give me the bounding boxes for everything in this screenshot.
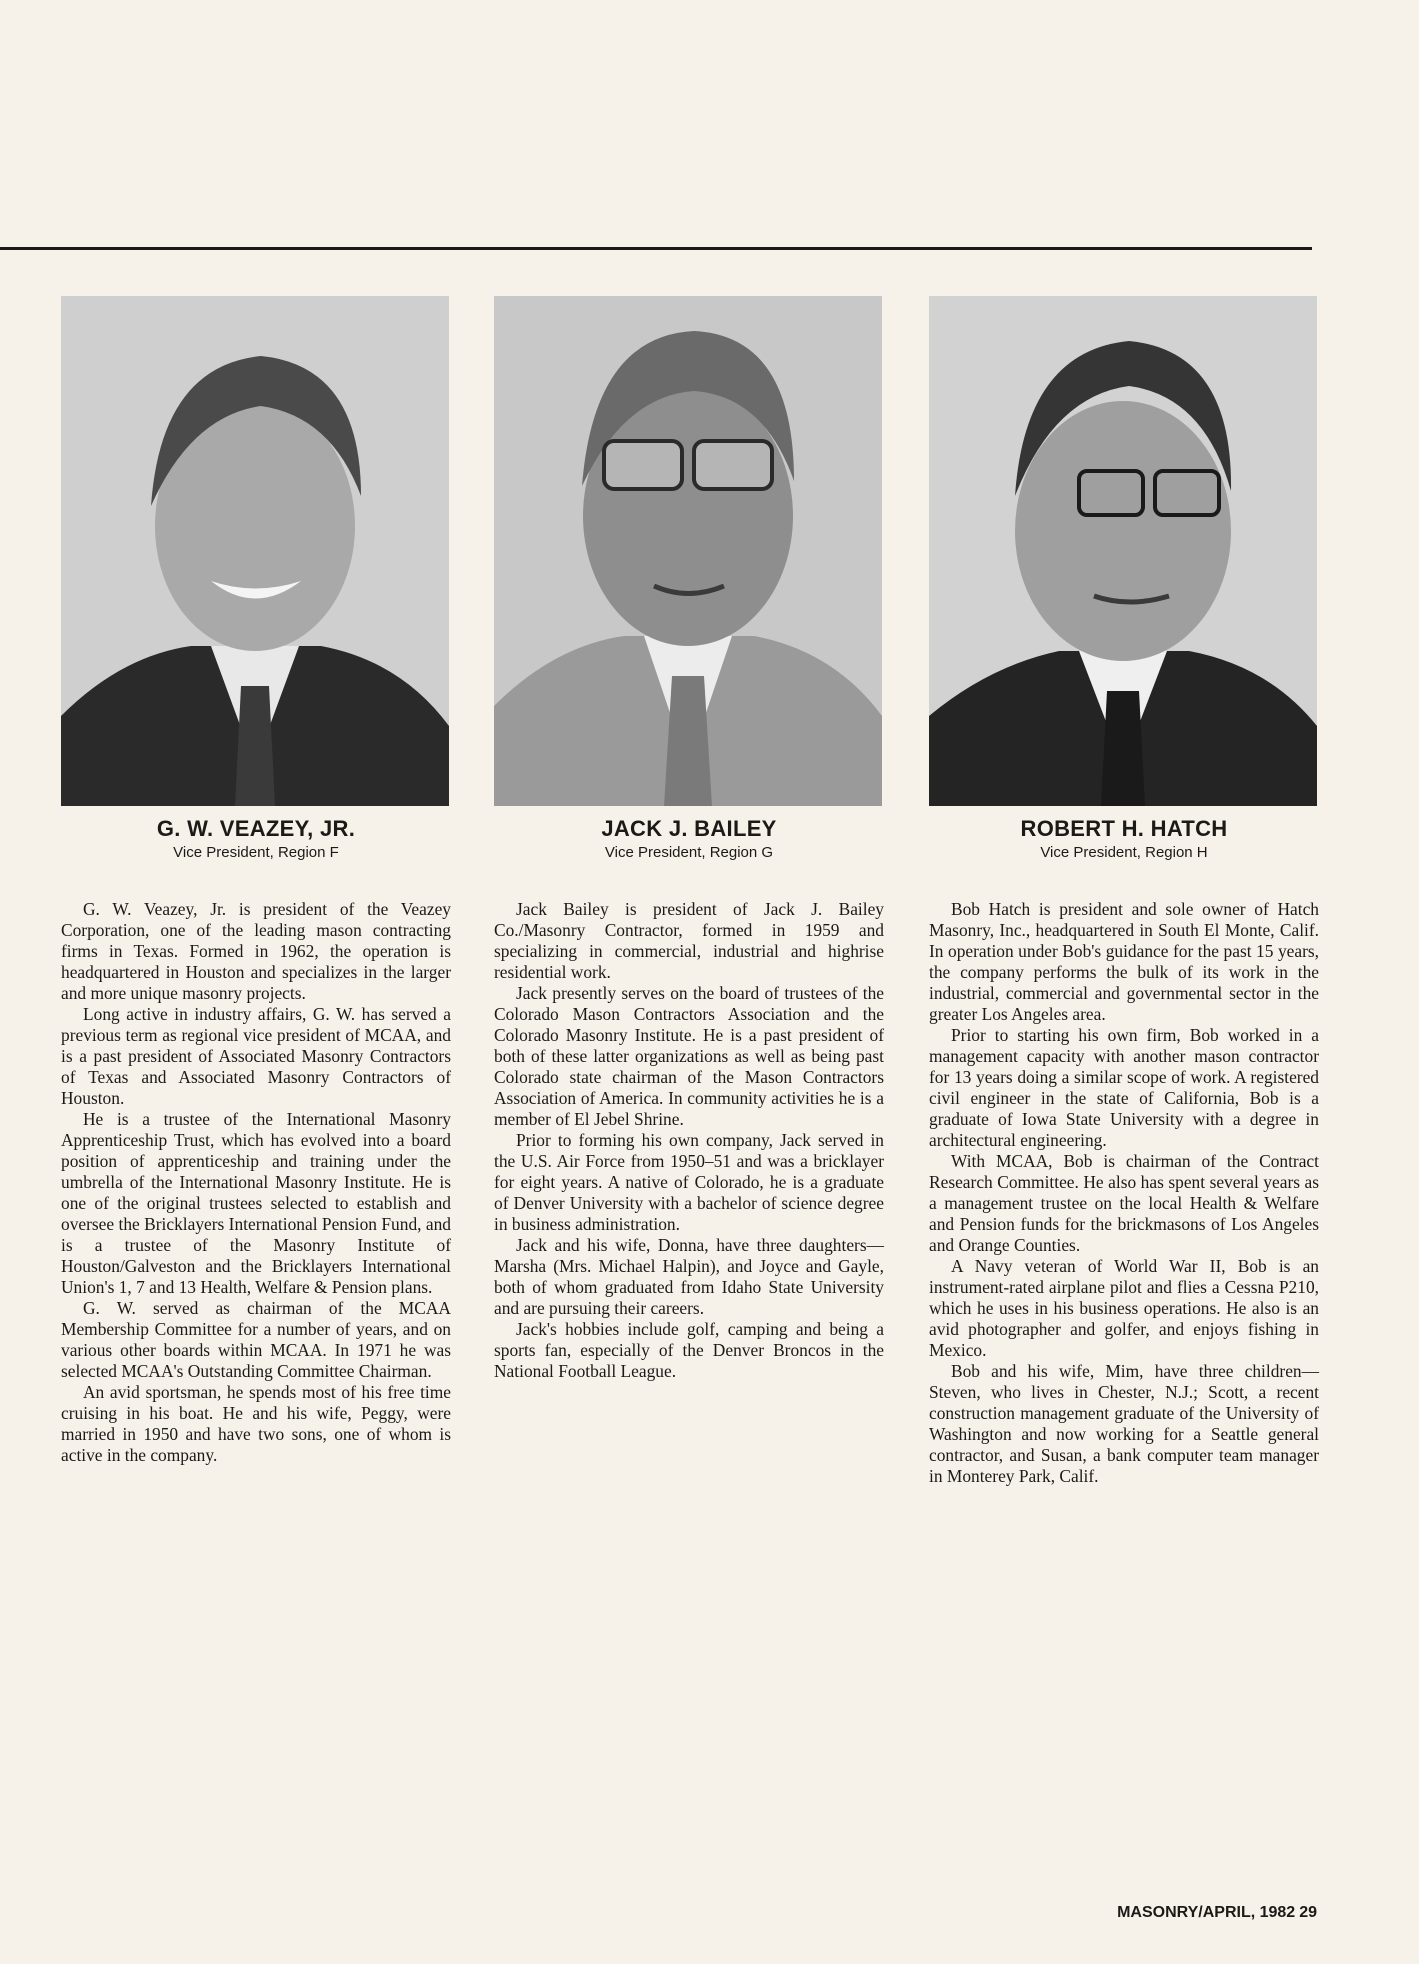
profile-hatch — [929, 296, 1319, 1487]
profile-name: JACK J. BAILEY — [601, 816, 777, 841]
paragraph: Long active in industry affairs, G. W. has served a previous term as regional vice president of MCAA, and is a past president of Associated Masonry Contractors of Texas and Associated Masonry Contractors of Houston. — [61, 1004, 451, 1108]
paragraph: Jack and his wife, Donna, have three daughters—Marsha (Mrs. Michael Halpin), and Joyce and Gayle, both of whom graduated from Idaho State University and are pursuing their careers. — [494, 1235, 884, 1318]
paragraph: With MCAA, Bob is chairman of the Contract Research Committee. He also has spent several years as a management trustee on the local Health & Welfare and Pension funds for the brickmasons of Los Angeles and Orange Counties. — [929, 1151, 1319, 1255]
portrait-photo-hatch — [929, 296, 1317, 806]
profile-name: ROBERT H. HATCH — [1020, 816, 1228, 841]
paragraph: A Navy veteran of World War II, Bob is an instrument-rated airplane pilot and flies a Cessna P210, which he uses in his business operations. He also is an avid photographer and golfer, and enjoys fishing in Mexico. — [929, 1256, 1319, 1360]
paragraph: He is a trustee of the International Masonry Apprenticeship Trust, which has evolved into a board position of apprenticeship and training under the umbrella of the International Masonry Institute. He is one of the original trustees selected to establish and oversee the Bricklayers International Pension Fund, and is a trustee of the Masonry Institute of Houston/Galveston and the Bricklayers International Union's 1, 7 and 13 Health, Welfare & Pension plans. — [61, 1109, 451, 1297]
profile-body — [61, 899, 451, 1466]
paragraph: Bob Hatch is president and sole owner of Hatch Masonry, Inc., headquartered in South El Monte, Calif. In operation under Bob's guidance for the past 15 years, the company performs the bulk of its work in the industrial, commercial and governmental sector in the greater Los Angeles area. — [929, 899, 1319, 1024]
page-number: 29 — [1299, 1904, 1317, 1921]
profile-veazey — [61, 296, 451, 1466]
paragraph: Prior to forming his own company, Jack served in the U.S. Air Force from 1950–51 and was a bricklayer for eight years. A native of Colorado, he is a graduate of Denver University with a bachelor of science degree in business administration. — [494, 1130, 884, 1234]
profile-title: Vice President, Region H — [1040, 844, 1208, 861]
paragraph: G. W. served as chairman of the MCAA Membership Committee for a number of years, and on various other boards within MCAA. In 1971 he was selected MCAA's Outstanding Committee Chairman. — [61, 1298, 451, 1381]
paragraph: An avid sportsman, he spends most of his free time cruising in his boat. He and his wife, Peggy, were married in 1950 and have two sons, one of whom is active in the company. — [61, 1382, 451, 1465]
profile-title: Vice President, Region G — [604, 844, 774, 861]
portrait-photo-bailey — [494, 296, 882, 806]
profile-body — [929, 899, 1319, 1487]
page-footer — [1117, 1904, 1317, 1922]
paragraph: Jack's hobbies include golf, camping and being a sports fan, especially of the Denver Broncos in the National Football League. — [494, 1319, 884, 1381]
paragraph: Jack presently serves on the board of trustees of the Colorado Mason Contractors Association and the Colorado Masonry Institute. He is a past president of both of these latter organizations as well as being past Colorado state chairman of the Mason Contractors Association of America. In community activities he is a member of El Jebel Shrine. — [494, 983, 884, 1129]
paragraph: Prior to starting his own firm, Bob worked in a management capacity with another mason contractor for 13 years doing a similar scope of work. A registered civil engineer in the state of California, Bob is a graduate of Iowa State University with a degree in architectural engineering. — [929, 1025, 1319, 1150]
profile-name: G. W. VEAZEY, JR. — [156, 816, 356, 841]
paragraph: Jack Bailey is president of Jack J. Bailey Co./Masonry Contractor, formed in 1959 and specializing in commercial, industrial and highrise residential work. — [494, 899, 884, 982]
profile-body — [494, 899, 884, 1382]
profile-title: Vice President, Region F — [173, 844, 339, 861]
portrait-photo-veazey — [61, 296, 449, 806]
paragraph: G. W. Veazey, Jr. is president of the Veazey Corporation, one of the leading mason contracting firms in Texas. Formed in 1962, the operation is headquartered in Houston and specializes in the larger and more unique masonry projects. — [61, 899, 451, 1003]
publication-line: MASONRY/APRIL, 1982 — [1117, 1904, 1296, 1921]
profile-bailey — [494, 296, 884, 1382]
paragraph: Bob and his wife, Mim, have three children—Steven, who lives in Chester, N.J.; Scott, a recent construction management graduate of the University of Washington and now working for a Seattle general contractor, and Susan, a bank computer team manager in Monterey Park, Calif. — [929, 1361, 1319, 1486]
section-divider-rule — [0, 247, 1312, 250]
